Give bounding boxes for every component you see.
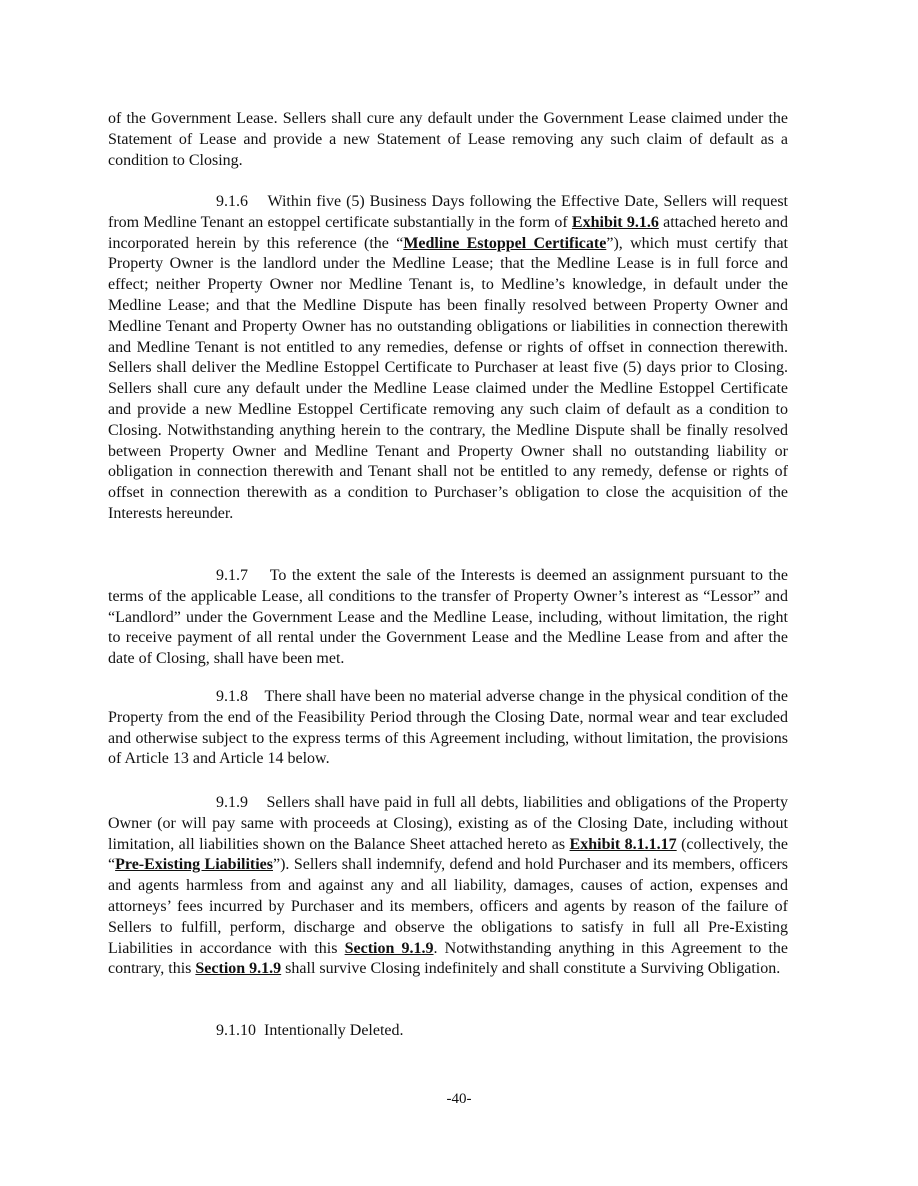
section-9-1-10 xyxy=(108,1021,788,1042)
paragraph-text: Sellers shall have paid in full all debts, liabilities and obligations of the Property Owner (or will pay same with proceeds at Closing), existing as of the Closing Date, including without limitation, all liabilities shown on the Balance Sheet attached hereto as xyxy=(108,794,789,853)
section-9-1-9 xyxy=(108,793,788,980)
paragraph-text: There shall have been no material adverse change in the physical condition of the Property from the end of the Feasibility Period through the Closing Date, normal wear and tear excluded and otherwise subject to the express terms of this Agreement including, without limitation, the provisions of Article 13 and Article 14 below. xyxy=(108,688,788,768)
defined-term: Pre-Existing Liabilities xyxy=(115,856,273,874)
paragraph-text: of the Government Lease. Sellers shall cure any default under the Government Lease claimed under the Statement of Lease and provide a new Statement of Lease removing any such claim of default as a condition to Closing. xyxy=(108,110,788,169)
paragraph-text: shall survive Closing indefinitely and shall constitute a Surviving Obligation. xyxy=(281,960,781,978)
section-9-1-7 xyxy=(108,566,788,670)
paragraph-text: (collectively, the “ xyxy=(108,835,789,874)
paragraph-text: Within five (5) Business Days following the Effective Date, Sellers will request from Medline Tenant an estoppel certificate substantially in the form of xyxy=(108,193,788,231)
section-number: 9.1.9 xyxy=(216,794,248,811)
section-reference: Section 9.1.9 xyxy=(195,960,282,978)
section-number: 9.1.10 xyxy=(216,1022,256,1039)
section-9-1-8 xyxy=(108,687,788,770)
paragraph-text: Intentionally Deleted. xyxy=(264,1022,404,1039)
paragraph-text: attached hereto and incorporated herein by this reference (the “ xyxy=(108,213,789,252)
paragraph-continuation xyxy=(108,109,788,171)
exhibit-reference: Exhibit 9.1.6 xyxy=(571,213,659,231)
section-reference: Section 9.1.9 xyxy=(344,939,434,957)
paragraph-text: ”), which must certify that Property Owner is the landlord under the Medline Lease; that the Medline Lease is in full force and effect; neither Property Owner nor Medline Tenant is, to Medline’s knowledge, in default under the Medline Lease; and that the Medline Dispute has been finally resolved between Property Owner and Medline Tenant and Property Owner has no outstanding obligations or liabilities in connection therewith and Medline Tenant is not entitled to any remedies, defense or rights of offset in connection therewith. Sellers shall deliver the Medline Estoppel Certificate to Purchaser at least five (5) days prior to Closing. Sellers shall cure any default under the Medline Lease claimed under the Medline Estoppel Certificate and provide a new Medline Estoppel Certificate removing any such claim of default as a condition to Closing. Notwithstanding anything herein to the contrary, the Medline Dispute shall be finally resolved between Property Owner and Medline Tenant and Property Owner shall no outstanding liability or obligation in connection therewith and Tenant shall not be entitled to any remedy, defense or rights of offset in connection therewith as a condition to Purchaser’s obligation to close the acquisition of the Interests hereunder. xyxy=(108,234,788,522)
page-number: -40- xyxy=(446,1091,472,1107)
paragraph-text: ”). Sellers shall indemnify, defend and hold Purchaser and its members, officers and agents harmless from and against any and all liability, damages, causes of action, expenses and attorneys’ fees incurred by Purchaser and its members, officers and agents by reason of the failure of Sellers to fulfill, perform, discharge and observe the obligations to satisfy in full all Pre-Existing Liabilities in accordance with this xyxy=(108,856,788,957)
section-number: 9.1.8 xyxy=(216,688,248,705)
section-number: 9.1.6 xyxy=(216,193,248,210)
section-9-1-6 xyxy=(108,192,788,525)
defined-term: Medline Estoppel Certificate xyxy=(403,234,607,252)
paragraph-text: . Notwithstanding anything in this Agreement to the contrary, this xyxy=(108,939,789,978)
exhibit-reference: Exhibit 8.1.1.17 xyxy=(569,835,677,853)
paragraph-text: To the extent the sale of the Interests is deemed an assignment pursuant to the terms of the applicable Lease, all conditions to the transfer of Property Owner’s interest as “Lessor” and “Landlord” under the Government Lease and the Medline Lease, including, without limitation, the right to receive payment of all rental under the Government Lease and the Medline Lease from and after the date of Closing, shall have been met. xyxy=(108,567,788,668)
section-number: 9.1.7 xyxy=(216,567,248,584)
